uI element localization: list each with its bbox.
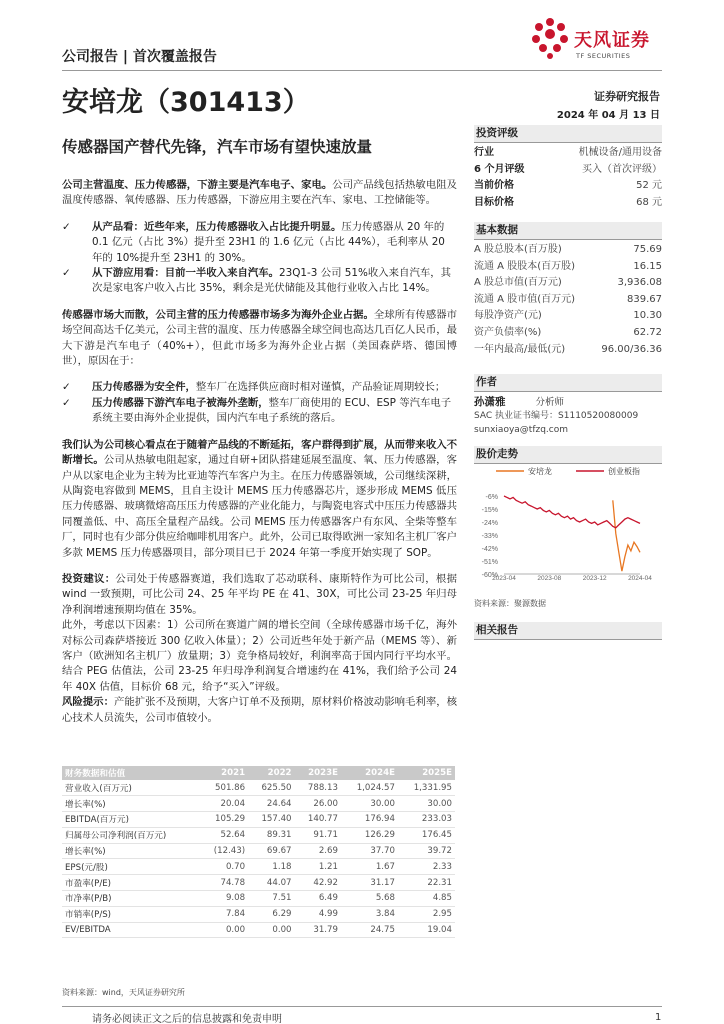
check-icon: ✓ <box>62 267 71 280</box>
table-row-label: 增长率(%) <box>62 796 200 812</box>
basic-data-section <box>474 222 662 358</box>
y-tick-label: -24% <box>481 520 498 527</box>
table-cell: 105.29 <box>200 812 248 828</box>
rating-label: 6 个月评级 <box>474 163 525 175</box>
rating-section <box>474 125 662 211</box>
table-cell: 74.78 <box>200 875 248 891</box>
paragraph-business <box>62 178 457 209</box>
table-cell: 0.00 <box>248 922 294 938</box>
table-cell: 1,024.57 <box>341 780 398 796</box>
basic-row <box>474 259 662 276</box>
table-row-label: EPS(元/股) <box>62 859 200 875</box>
table-cell: 30.00 <box>398 796 455 812</box>
basic-label: 流通 A 股市值(百万元) <box>474 293 576 305</box>
table-cell: 0.00 <box>200 922 248 938</box>
table-cell: 89.31 <box>248 827 294 843</box>
stock-trend-source: 资料来源：聚源数据 <box>474 599 546 608</box>
check-icon: ✓ <box>62 396 71 409</box>
rating-row <box>474 195 662 212</box>
x-tick-label: 2023-12 <box>582 575 607 582</box>
legend-label: 安培龙 <box>528 467 552 476</box>
y-tick-label: -33% <box>481 533 498 540</box>
logo-text-cn: 天风证券 <box>574 30 650 51</box>
table-cell: 26.00 <box>295 796 341 812</box>
table-cell: 501.86 <box>200 780 248 796</box>
table-cell: 157.40 <box>248 812 294 828</box>
table-cell: 2.33 <box>398 859 455 875</box>
main-body <box>62 178 457 737</box>
series-line-1 <box>504 496 640 528</box>
stock-trend-chart <box>474 464 662 596</box>
table-cell: 176.45 <box>398 827 455 843</box>
page-number: 1 <box>655 1012 662 1023</box>
table-cell: 176.94 <box>341 812 398 828</box>
table-row-label: 营业收入(百万元) <box>62 780 200 796</box>
table-row <box>62 891 455 907</box>
paragraph-core-view: 我们认为公司核心看点在于随着产品线的不断延拓，客户群得到扩展，从而带来收入不断增长。公司从热敏电阻起家，通过自研+团队搭建延展至温度、氧、压力传感器，客户从以家电企业为主转为比亚迪等汽车客户为主。在压力传感器领域，公司继续深耕，从陶瓷电容做到 MEMS，且自主设计 MEMS 压力传感器芯片，逐步形成 MEMS 低压压力传感器、玻璃微熔高压压力传感器的产业化能力，与陶瓷电容式中压压力传感器共同覆盖低、中、高压全量程产品线。公司 MEMS 压力传感器客户有东风、全柴等整车厂，同时也有少部分供应给咖啡机用客户。此外，公司已取得欧洲一家知名主机厂客户多款 MEMS 压力传感器项目，部分项目已于 2024 年第一季度开始实现了 SOP。 <box>62 438 458 559</box>
basic-value: 75.69 <box>633 244 662 255</box>
table-row-label: 市盈率(P/E) <box>62 875 200 891</box>
table-cell: 31.79 <box>295 922 341 938</box>
rating-value: 机械设备/通用设备 <box>578 147 662 158</box>
table-cell: 140.77 <box>295 812 341 828</box>
table-cell: 39.72 <box>398 843 455 859</box>
table-cell: 24.64 <box>248 796 294 812</box>
check-icon: ✓ <box>62 220 71 233</box>
y-tick-label: -60% <box>481 572 498 579</box>
basic-label: 流通 A 股股本(百万股) <box>474 260 576 272</box>
basic-value: 96.00/36.36 <box>601 343 662 355</box>
table-cell: 22.31 <box>398 875 455 891</box>
table-cell: (12.43) <box>200 843 248 859</box>
headline: 传感器国产替代先锋，汽车市场有望快速放量 <box>62 138 373 156</box>
table-cell: 788.13 <box>295 780 341 796</box>
table-header-year: 2023E <box>295 766 341 780</box>
rating-row <box>474 145 662 162</box>
table-cell: 126.29 <box>341 827 398 843</box>
rating-title: 投资评级 <box>474 125 662 143</box>
company-title: 安培龙（301413） <box>62 87 310 118</box>
report-category: 证券研究报告 <box>594 90 660 103</box>
table-header-year: 2022 <box>248 766 294 780</box>
table-row-label: 归属母公司净利润(百万元) <box>62 827 200 843</box>
author-role: 分析师 <box>535 397 565 408</box>
table-cell: 1.18 <box>248 859 294 875</box>
table-cell: 44.07 <box>248 875 294 891</box>
basic-label: A 股总股本(百万股) <box>474 244 562 255</box>
table-cell: 9.08 <box>200 891 248 907</box>
table-header-year: 2024E <box>341 766 398 780</box>
paragraph-text: 公司产品线包括热敏电阻及温度传感器、氧传感器、压力传感器，下游应用主要在汽车、家电、工控储能等。 <box>62 179 457 207</box>
paragraph-factors: 此外，考虑以下因素：1）公司所在赛道广阔的增长空间（全球传感器市场千亿，海外对标公司森萨塔接近 300 亿收入体量）；2）公司近些年处于新产品（MEMS 等）、新客户（欧洲知名主机厂）放量期；3）竞争格局较好，利润率高于国内同行平均水平。结合 PEG 估值法，公司 23-25 年归母净利润复合增速约在 41%，我们给予公司 24 年 40X 估值，目标价 68 元，给予“买入”评级。 <box>62 619 457 693</box>
table-cell: 3.84 <box>341 906 398 922</box>
table-row-label: 增长率(%) <box>62 843 200 859</box>
x-tick-label: 2023-08 <box>537 575 562 582</box>
table-cell: 0.70 <box>200 859 248 875</box>
stock-trend-title: 股价走势 <box>474 446 662 464</box>
table-cell: 5.68 <box>341 891 398 907</box>
author-name: 孙潇雅 <box>474 396 506 408</box>
table-cell: 20.04 <box>200 796 248 812</box>
y-tick-label: -6% <box>485 494 498 501</box>
table-cell: 7.51 <box>248 891 294 907</box>
y-tick-label: -15% <box>481 507 498 514</box>
paragraph-risk: 风险提示：产能扩张不及预期，大客户订单不及预期，原材料价格波动影响毛利率，核心技术人员流失，公司市值较小。 <box>62 696 458 724</box>
rating-label: 行业 <box>474 147 494 158</box>
basic-value: 16.15 <box>633 260 662 272</box>
table-cell: 4.99 <box>295 906 341 922</box>
basic-row <box>474 325 662 342</box>
rating-label: 当前价格 <box>474 180 514 192</box>
table-cell: 1.67 <box>341 859 398 875</box>
basic-label: 资产负债率(%) <box>474 326 542 338</box>
basic-label: 一年内最高/最低(元) <box>474 343 566 355</box>
table-row <box>62 780 455 796</box>
related-reports-section <box>474 622 662 640</box>
rating-row <box>474 162 662 179</box>
rating-value: 52 元 <box>636 180 662 192</box>
table-cell: 2.69 <box>295 843 341 859</box>
table-cell: 1,331.95 <box>398 780 455 796</box>
rating-value: 买入（首次评级） <box>582 163 662 175</box>
brand-logo <box>530 16 670 66</box>
x-tick-label: 2023-04 <box>492 575 516 582</box>
table-row-label: 市净率(P/B) <box>62 891 200 907</box>
series-line-0 <box>613 500 640 571</box>
table-row <box>62 843 455 859</box>
rating-row <box>474 178 662 195</box>
table-cell: 30.00 <box>341 796 398 812</box>
basic-label: A 股总市值(百万元) <box>474 277 562 289</box>
table-cell: 31.17 <box>341 875 398 891</box>
footer-divider <box>62 1006 662 1007</box>
disclaimer: 请务必阅读正文之后的信息披露和免责申明 <box>92 1014 282 1024</box>
bullet-item: ✓ 从产品看：近些年来，压力传感器收入占比提升明显。压力传感器从 20 年的 0.1 亿元（占比 3%）提升至 23H1 的 1.6 亿元（占比 44%），毛利率从 20 年的 10%提升至 23H1 的 30%。 <box>62 220 445 264</box>
report-type: 公司报告 | 首次覆盖报告 <box>62 49 217 65</box>
financial-table <box>62 766 455 938</box>
table-cell: 19.04 <box>398 922 455 938</box>
table-row <box>62 922 455 938</box>
table-row-label: EBITDA(百万元) <box>62 812 200 828</box>
table-cell: 42.92 <box>295 875 341 891</box>
table-row-label: 市销率(P/S) <box>62 906 200 922</box>
x-tick-label: 2024-04 <box>628 575 652 582</box>
table-row <box>62 875 455 891</box>
table-cell: 7.84 <box>200 906 248 922</box>
table-cell: 52.64 <box>200 827 248 843</box>
table-cell: 69.67 <box>248 843 294 859</box>
table-cell: 91.71 <box>295 827 341 843</box>
table-row <box>62 827 455 843</box>
basic-value: 62.72 <box>633 326 662 338</box>
paragraph-investment: 投资建议：公司处于传感器赛道，我们选取了芯动联科、康斯特作为可比公司，根据 wind 一致预期，可比公司 24、25 年平均 PE 在 41、30X，可比公司 23-25 年归母净利润增速预期均值在 35%。 <box>62 572 458 616</box>
basic-row <box>474 242 662 259</box>
basic-row <box>474 308 662 325</box>
bullet-item: ✓ 从下游应用看：目前一半收入来自汽车。23Q1-3 公司 51%收入来自汽车，其次是家电客户收入占比 35%，剩余是光伏储能及其他行业收入占比 14%。 <box>62 267 452 295</box>
bullet-item: ✓ 压力传感器为安全件，整车厂在选择供应商时相对谨慎，产品验证周期较长； <box>62 380 457 395</box>
author-sac: SAC 执业证书编号：S1110520080009 <box>474 411 639 421</box>
table-cell: 1.21 <box>295 859 341 875</box>
table-cell: 37.70 <box>341 843 398 859</box>
related-reports-title: 相关报告 <box>474 622 662 640</box>
table-source: 资料来源：wind，天风证券研究所 <box>62 988 185 997</box>
table-row <box>62 859 455 875</box>
header-divider <box>62 70 662 71</box>
table-cell: 4.85 <box>398 891 455 907</box>
product-bullets <box>62 220 457 297</box>
table-row-label: EV/EBITDA <box>62 922 200 938</box>
table-header-label: 财务数据和估值 <box>62 766 200 780</box>
author-section <box>474 374 662 437</box>
table-header-year: 2021 <box>200 766 248 780</box>
table-cell: 24.75 <box>341 922 398 938</box>
table-cell: 6.49 <box>295 891 341 907</box>
rating-label: 目标价格 <box>474 196 514 208</box>
table-row <box>62 812 455 828</box>
check-icon: ✓ <box>62 381 71 394</box>
basic-row <box>474 342 662 359</box>
paragraph-lead: 公司主营温度、压力传感器，下游主要是汽车电子、家电。 <box>62 179 333 191</box>
report-date: 2024 年 04 月 13 日 <box>556 110 660 121</box>
table-header-year: 2025E <box>398 766 455 780</box>
rating-value: 68 元 <box>636 196 662 208</box>
basic-data-title: 基本数据 <box>474 222 662 240</box>
table-cell: 6.29 <box>248 906 294 922</box>
basic-value: 3,936.08 <box>617 277 662 289</box>
market-bullets <box>62 380 457 426</box>
table-cell: 2.95 <box>398 906 455 922</box>
y-tick-label: -51% <box>481 559 498 566</box>
author-email[interactable]: sunxiaoya@tfzq.com <box>474 425 569 435</box>
basic-row <box>474 292 662 309</box>
logo-text-en: TF SECURITIES <box>576 52 631 60</box>
flower-logo-icon <box>530 16 570 60</box>
basic-label: 每股净资产(元) <box>474 310 542 322</box>
table-cell: 625.50 <box>248 780 294 796</box>
table-row <box>62 796 455 812</box>
bullet-item: ✓ 压力传感器下游汽车电子被海外垄断，整车厂商使用的 ECU、ESP 等汽车电子系统主要由海外企业提供，国内汽车电子系统的落后。 <box>62 396 452 425</box>
table-cell: 233.03 <box>398 812 455 828</box>
legend-label: 创业板指 <box>608 467 640 476</box>
basic-row <box>474 275 662 292</box>
y-tick-label: -42% <box>481 546 498 553</box>
stock-trend-section <box>474 446 662 464</box>
basic-value: 10.30 <box>633 310 662 322</box>
paragraph-market: 传感器市场大而散，公司主营的压力传感器市场多为海外企业占据。全球所有传感器市场空间高达千亿美元，公司主营的温度、压力传感器全球空间也高达几百亿人民币，最大下游是汽车电子（40%+），但此市场多为海外企业占据（美国森萨塔、德国博世），原因在于： <box>62 308 457 368</box>
table-row <box>62 906 455 922</box>
basic-value: 839.67 <box>627 293 662 305</box>
author-title: 作者 <box>474 374 662 392</box>
